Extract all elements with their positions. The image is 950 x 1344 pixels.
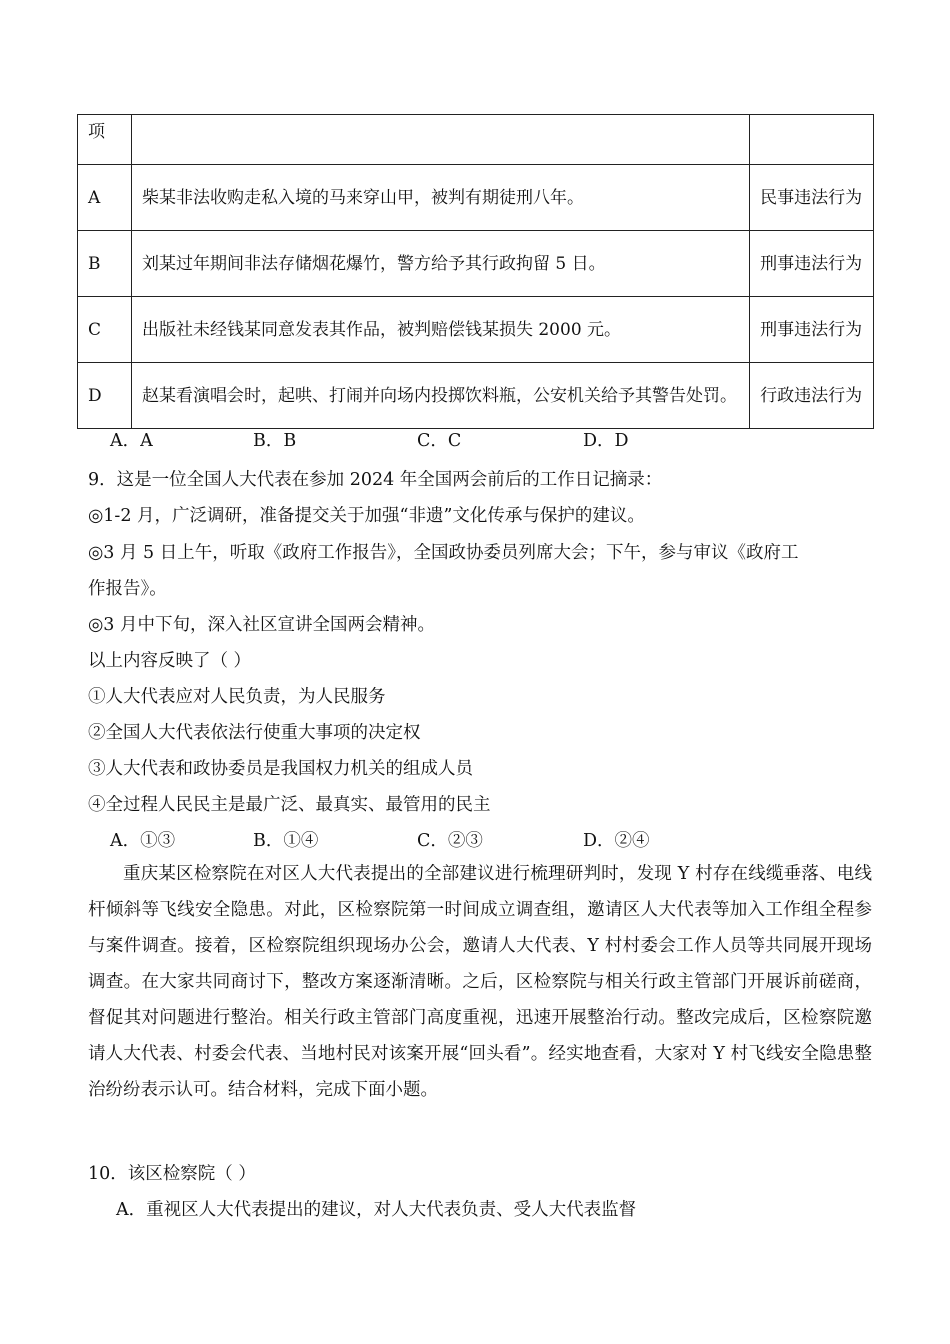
option-d[interactable]: D．②④ xyxy=(583,831,650,851)
table-header-row xyxy=(78,115,874,165)
option-a[interactable]: A．①③ xyxy=(110,831,176,851)
row-kind: 刑事违法行为 xyxy=(750,231,874,297)
statement-4: ④全过程人民民主是最广泛、最真实、最管用的民主 xyxy=(88,795,491,815)
statement-2: ②全国人大代表依法行使重大事项的决定权 xyxy=(88,723,421,743)
row-content: 赵某看演唱会时，起哄、打闹并向场内投掷饮料瓶，公安机关给予其警告处罚。 xyxy=(131,363,749,429)
question-10-option-a[interactable]: A．重视区人大代表提出的建议，对人大代表负责、受人大代表监督 xyxy=(116,1200,637,1220)
option-b[interactable]: B．B xyxy=(253,431,297,451)
statement-1: ①人大代表应对人民负责，为人民服务 xyxy=(88,687,386,707)
question-10-stem: 10．该区检察院（ ） xyxy=(88,1164,256,1184)
option-c[interactable]: C．②③ xyxy=(417,831,483,851)
table-row-b xyxy=(78,231,874,297)
option-a[interactable]: A．A xyxy=(110,431,153,451)
question-8-table xyxy=(77,114,874,429)
diary-entry-2-cont: 作报告》。 xyxy=(88,579,167,599)
row-kind: 刑事违法行为 xyxy=(750,297,874,363)
row-content: 柴某非法收购走私入境的马来穿山甲，被判有期徒刑八年。 xyxy=(131,165,749,231)
header-label-cell: 项 xyxy=(78,115,132,165)
table-row-c xyxy=(78,297,874,363)
statement-3: ③人大代表和政协委员是我国权力机关的组成人员 xyxy=(88,759,473,779)
table-row-a xyxy=(78,165,874,231)
diary-entry-3: ◎3 月中下旬，深入社区宣讲全国两会精神。 xyxy=(88,615,435,635)
header-content-cell xyxy=(131,115,749,165)
row-kind: 行政违法行为 xyxy=(750,363,874,429)
diary-entry-2: ◎3 月 5 日上午，听取《政府工作报告》，全国政协委员列席大会；下午，参与审议《政府工 xyxy=(88,543,799,563)
diary-entry-1: ◎1-2 月，广泛调研，准备提交关于加强“非遗”文化传承与保护的建议。 xyxy=(88,506,645,526)
option-d[interactable]: D．D xyxy=(583,431,629,451)
row-content: 出版社未经钱某同意发表其作品，被判赔偿钱某损失 2000 元。 xyxy=(131,297,749,363)
option-c[interactable]: C．C xyxy=(417,431,462,451)
row-label: A xyxy=(78,165,132,231)
table-row-d xyxy=(78,363,874,429)
row-label: B xyxy=(78,231,132,297)
row-content: 刘某过年期间非法存储烟花爆竹，警方给予其行政拘留 5 日。 xyxy=(131,231,749,297)
header-kind-cell xyxy=(750,115,874,165)
row-label: D xyxy=(78,363,132,429)
question-9-stem: 9．这是一位全国人大代表在参加 2024 年全国两会前后的工作日记摘录： xyxy=(88,470,663,490)
row-kind: 民事违法行为 xyxy=(750,165,874,231)
option-b[interactable]: B．①④ xyxy=(253,831,319,851)
material-paragraph: 重庆某区检察院在对区人大代表提出的全部建议进行梳理研判时，发现 Y 村存在线缆垂落、电线杆倾斜等飞线安全隐患。对此，区检察院第一时间成立调查组，邀请区人大代表等加入工作组全程参与案件调查。接着，区检察院组织现场办公会，邀请人大代表、Y 村村委会工作人员等共同展开现场调查。在大家共同商讨下，整改方案逐渐清晰。之后，区检察院与相关行政主管部门开展诉前磋商，督促其对问题进行整治。相关行政主管部门高度重视，迅速开展整治行动。整改完成后，区检察院邀请人大代表、村委会代表、当地村民对该案开展“回头看”。经实地查看，大家对 Y 村飞线安全隐患整治纷纷表示认可。结合材料，完成下面小题。 xyxy=(88,864,872,1100)
row-label: C xyxy=(78,297,132,363)
question-9-ask: 以上内容反映了（ ） xyxy=(88,651,252,671)
